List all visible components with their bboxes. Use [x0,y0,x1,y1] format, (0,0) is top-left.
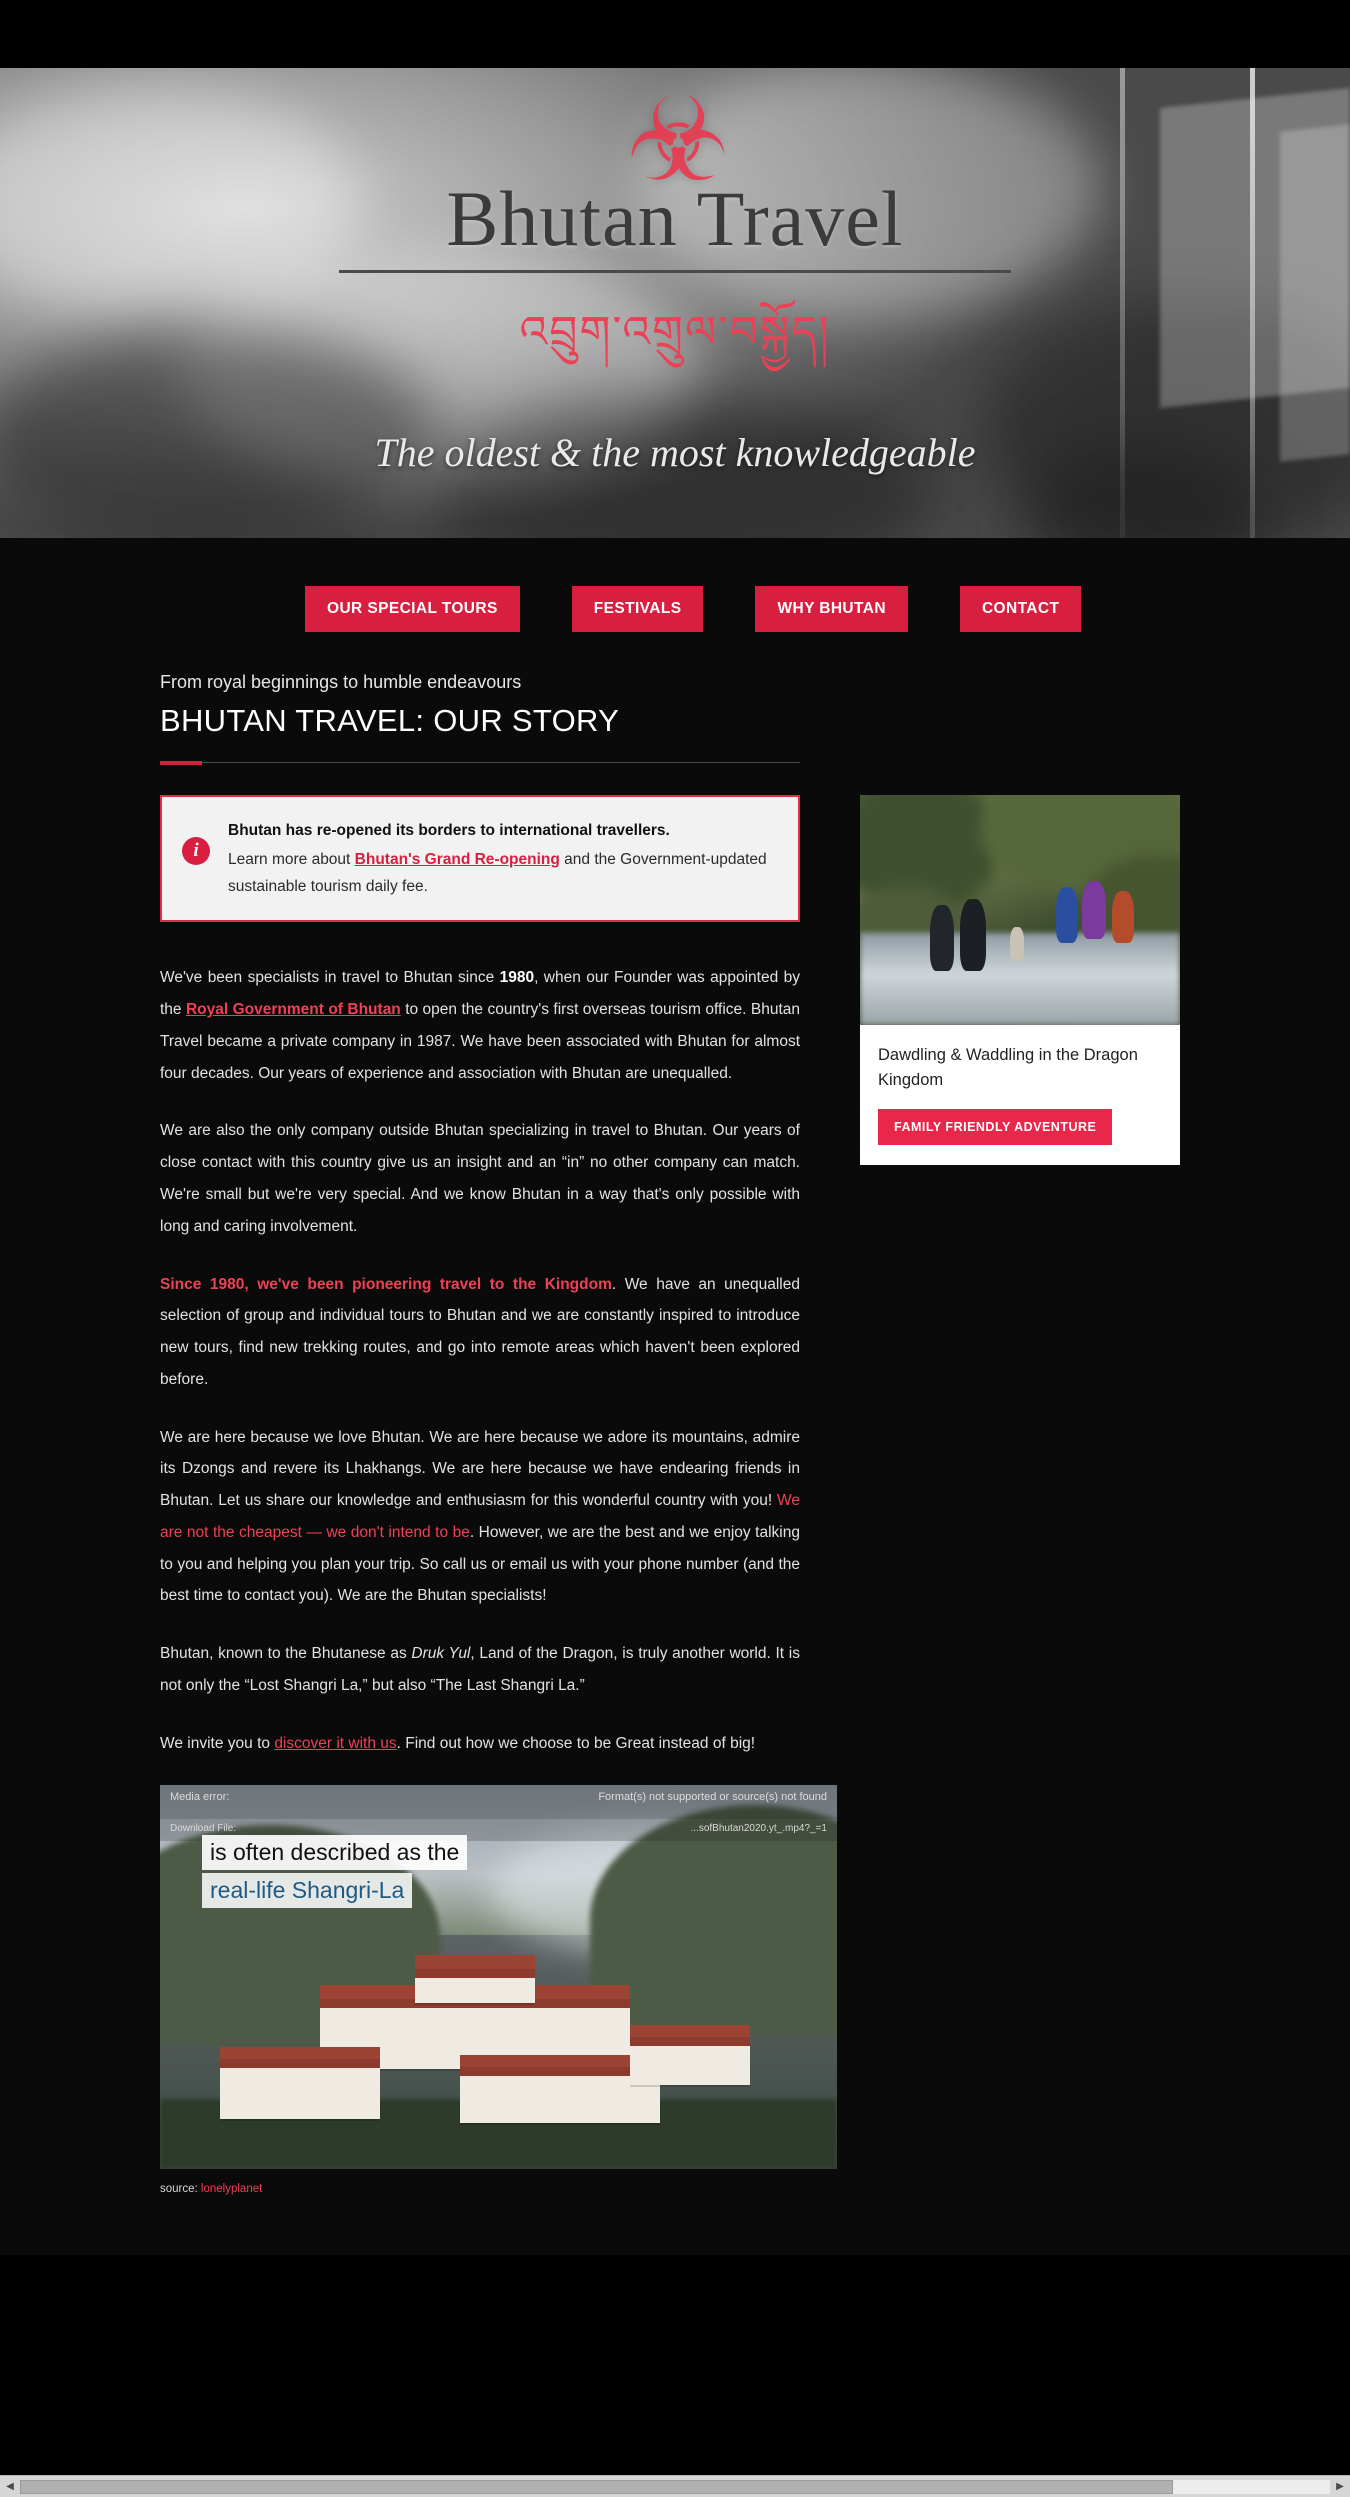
reopening-notice [160,795,800,922]
royal-government-link[interactable]: Royal Government of Bhutan [185,1001,401,1019]
video-player[interactable] [160,1785,837,2169]
source-label: source: [160,2183,201,2196]
notice-text [228,846,776,900]
brand-underline [339,270,1011,273]
hero-banner [0,68,1350,538]
video-caption-line-1: is often described as the [202,1835,467,1870]
feature-card[interactable] [860,795,1180,1165]
hero-tagline: The oldest & the most knowledgeable [374,430,976,475]
feature-card-title: Dawdling & Waddling in the Dragon Kingdom [878,1046,1138,1089]
page-title: BHUTAN TRAVEL: OUR STORY [160,703,620,738]
video-download-label: Download File: [170,1823,237,1835]
p4-part-a: We are here because we love Bhutan. We are here because we adore its mountains, admire its Dzongs and revere its Lhakhangs. We are here because we have endearing friends in Bhutan. Let us share our knowledge and enthusiasm for this wonderful country with you! [160,1428,800,1510]
p3-highlight: Since 1980, we've been pioneering travel to the Kingdom [160,1275,612,1293]
main-content [0,672,1350,2255]
video-error-bar [160,1785,837,1819]
title-divider [160,761,1190,765]
horizontal-scrollbar[interactable] [0,2475,1350,2497]
p1-founding-year: 1980 [499,969,535,987]
p6-part-b: . Find out how we choose to be Great instead of big! [396,1734,756,1752]
video-download-file[interactable]: ...sofBhutan2020.yt_.mp4?_=1 [690,1823,827,1835]
dragon-icon: ☣ [626,75,724,205]
nav-item-contact[interactable]: CONTACT [960,586,1081,632]
paragraph-4 [160,1422,800,1613]
paragraph-5 [160,1638,800,1702]
paragraph-1 [160,962,800,1089]
scroll-right-arrow[interactable]: ▶ [1336,2481,1344,2492]
p3-rest: . We have an unequalled selection of group and individual tours to Bhutan and we are constantly inspired to introduce new tours, find new trekking routes, and go into remote areas which haven't been explored before. [160,1275,800,1388]
p6-part-a: We invite you to [160,1734,275,1752]
scroll-left-arrow[interactable]: ◀ [6,2481,14,2492]
image-source [160,2183,800,2195]
paragraph-2: We are also the only company outside Bhutan specializing in travel to Bhutan. Our years of close contact with this country give us an insight and an “in” no other company can match. We're small but we're very special. And we know Bhutan in a way that's only possible with long and caring involvement. [160,1122,800,1235]
main-nav [0,538,1350,672]
video-error-label: Media error: [170,1791,230,1804]
source-link[interactable]: lonelyplanet [200,2183,263,2196]
video-error-detail: Format(s) not supported or source(s) not found [598,1791,827,1804]
family-friendly-adventure-button[interactable]: FAMILY FRIENDLY ADVENTURE [878,1109,1112,1145]
p1-part-c: to open the country's first overseas tourism office. Bhutan Travel became a private company in 1987. We have been associated with Bhutan for almost four decades. Our years of experience and association with Bhutan are unequalled. [160,1001,800,1082]
notice-text-after: and the Government-updated sustainable tourism daily fee. [228,851,767,896]
page-eyebrow: From royal beginnings to humble endeavours [160,672,522,692]
p5-part-a: Bhutan, known to the Bhutanese as [160,1645,412,1663]
druk-yul-term: Druk Yul [411,1645,471,1663]
scrollbar-thumb[interactable] [20,2480,1173,2494]
paragraph-6 [160,1728,800,1760]
sidebar-column [860,795,1190,2195]
p5-part-b: , Land of the Dragon, is truly another world. It is not only the “Lost Shangri La,” but also “The Last Shangri La.” [160,1645,800,1694]
notice-link[interactable]: Bhutan's Grand Re-opening [354,851,560,869]
paragraph-3 [160,1269,800,1396]
nav-item-why-bhutan[interactable]: WHY BHUTAN [755,586,907,632]
nav-item-our-special-tours[interactable]: OUR SPECIAL TOURS [305,586,520,632]
notice-text-before: Learn more about [228,851,355,869]
feature-card-image [860,795,1180,1025]
browser-top-bar [0,0,1350,68]
scrollbar-track[interactable] [20,2480,1330,2494]
site-brand: Bhutan Travel [446,175,904,262]
dzongkha-script: འབྲུག་འགྲུལ་བསྐྱོད། [519,307,831,358]
p1-part-b: , when our Founder was appointed by the [160,969,800,1019]
article-column [160,795,827,2196]
nav-item-festivals[interactable]: FESTIVALS [572,586,704,632]
p1-part-a: We've been specialists in travel to Bhutan since [160,969,500,987]
info-icon: i [182,837,210,865]
video-caption-line-2: real-life Shangri-La [202,1873,412,1908]
notice-title: Bhutan has re-opened its borders to international travellers. [228,822,670,839]
discover-with-us-link[interactable]: discover it with us [274,1734,397,1752]
p4-part-b: . However, we are the best and we enjoy talking to you and helping you plan your trip. So call us or email us with your phone number (and the best time to contact you). We are the Bhutan specialists! [160,1523,800,1605]
p4-highlight: We are not the cheapest — we don't intend to be [160,1492,800,1541]
